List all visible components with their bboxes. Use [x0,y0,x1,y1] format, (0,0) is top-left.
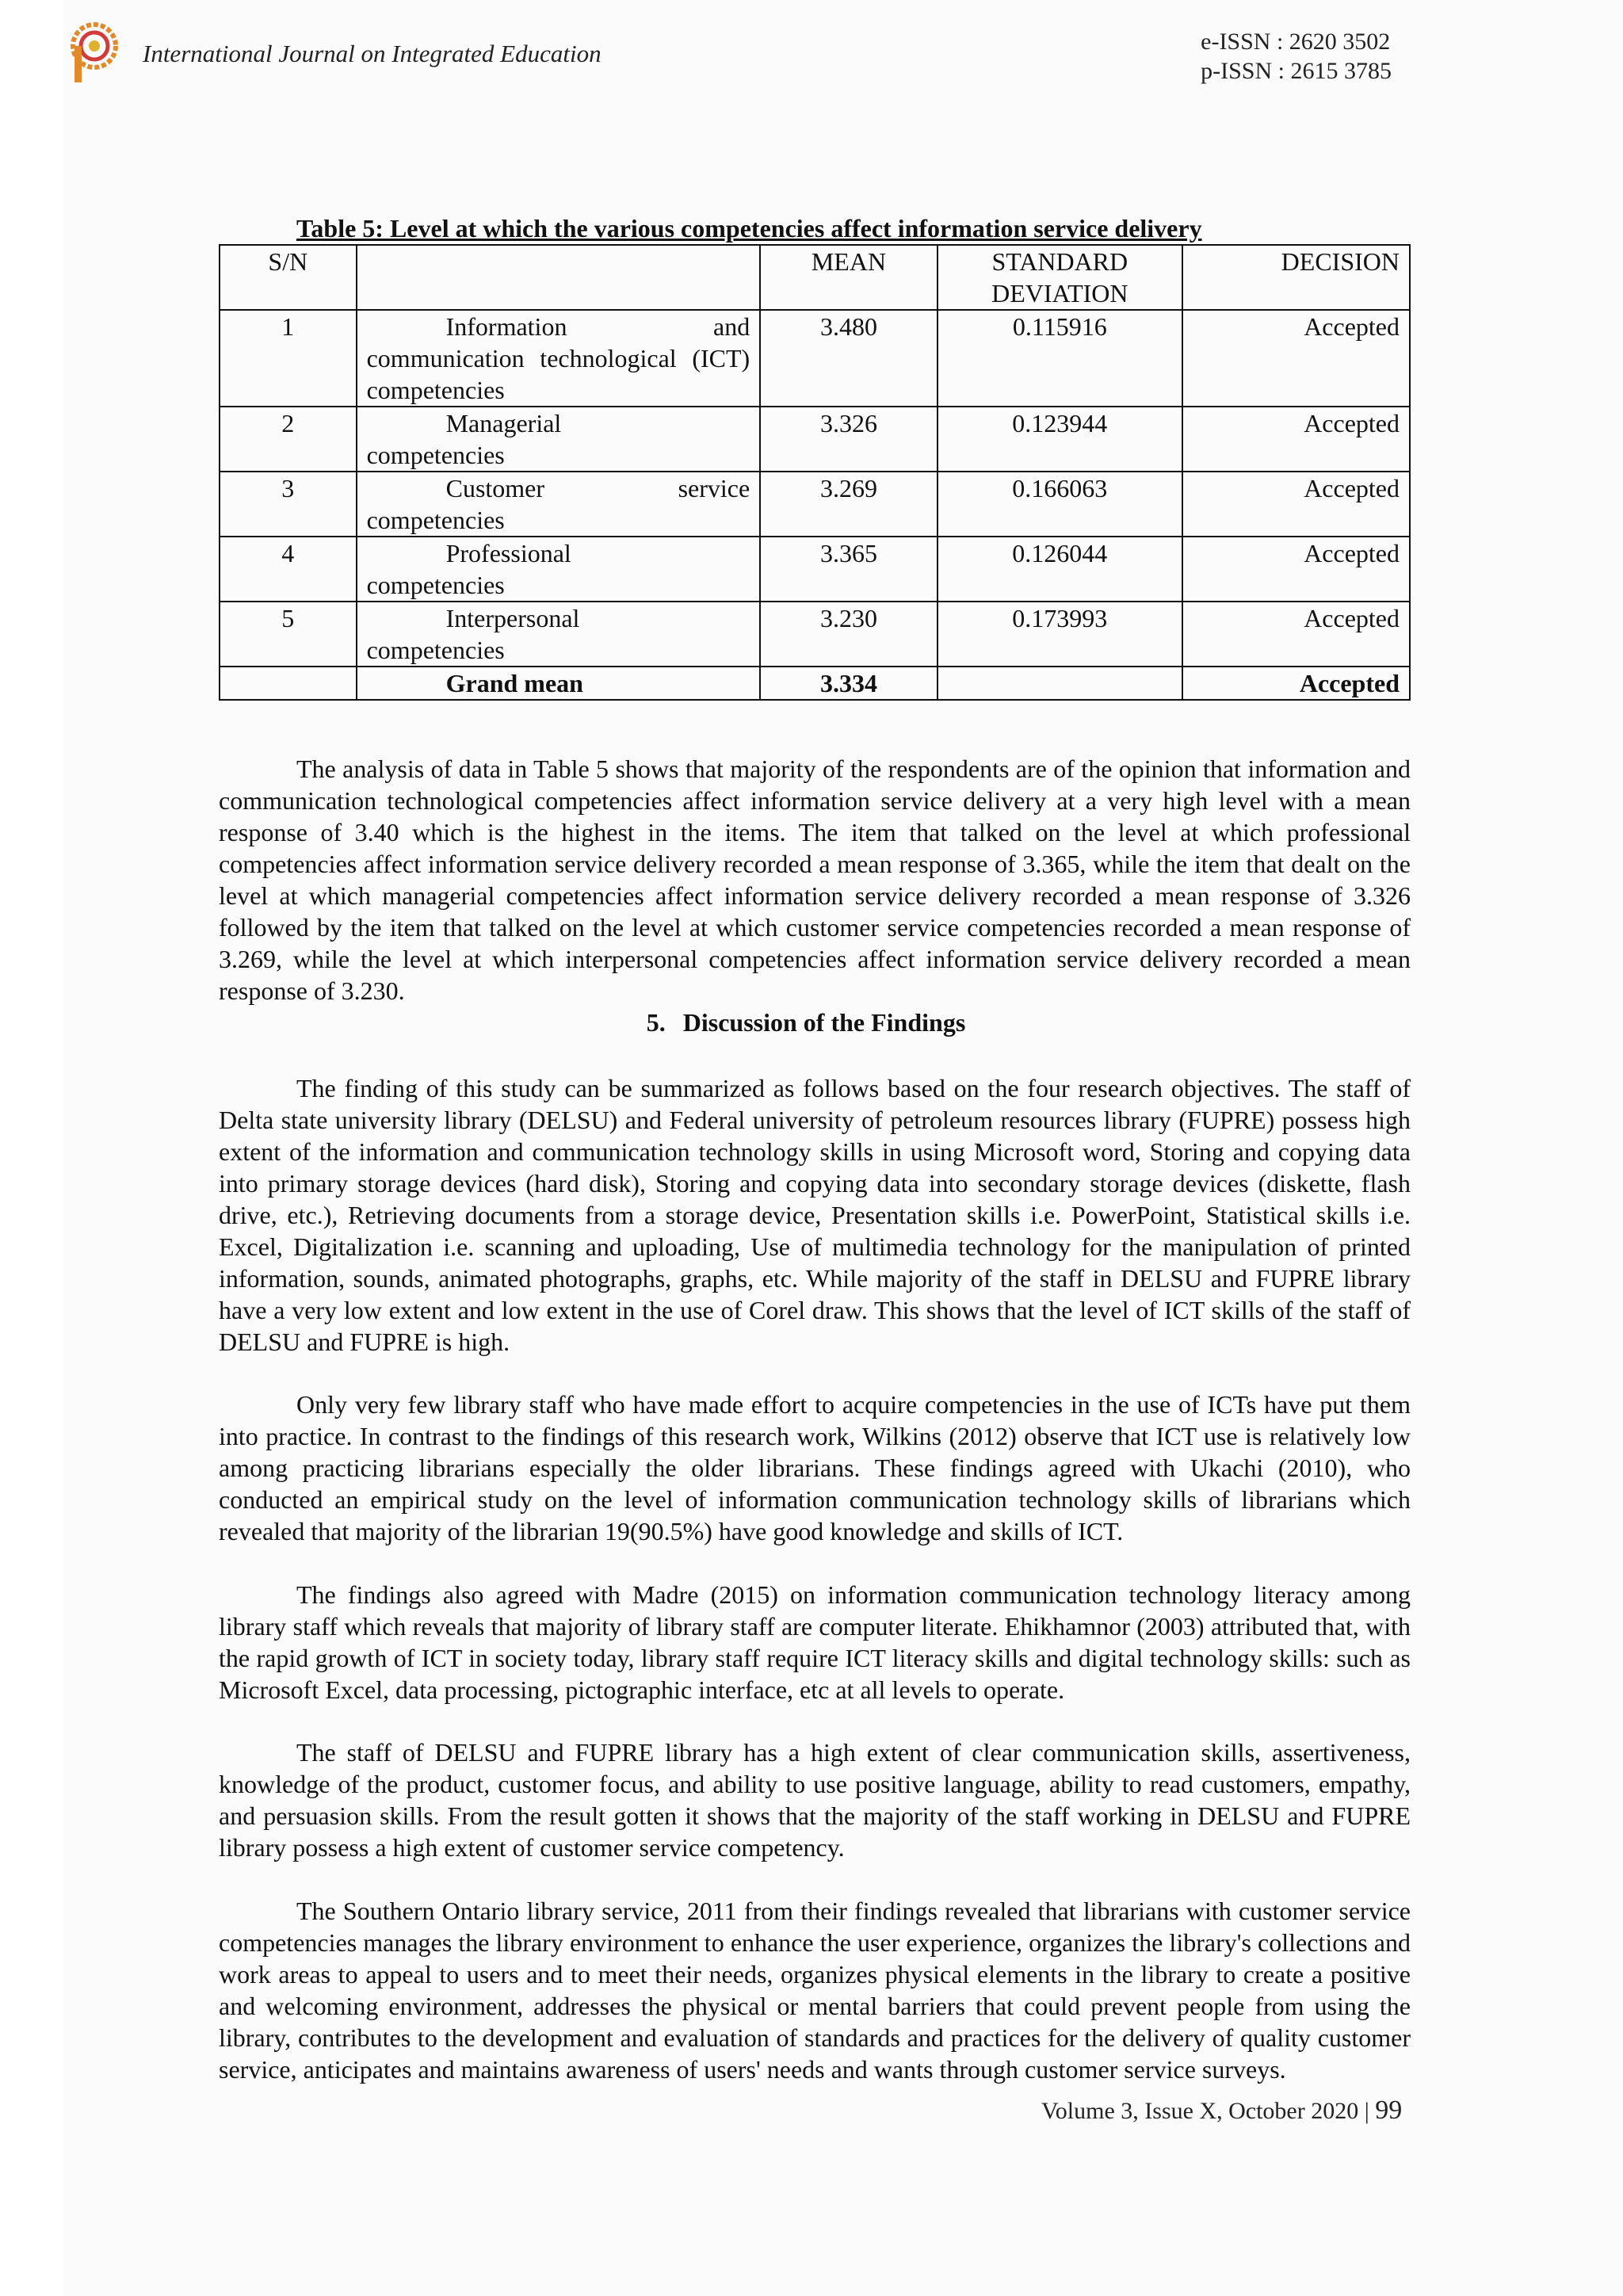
row-item-rest: competencies [366,506,505,534]
header-mean: MEAN [760,245,938,310]
results-table [219,244,1411,701]
row-sn: 5 [220,602,357,667]
analysis-text [219,753,1411,1007]
row-item-first: Managerial [445,409,562,437]
row-item-rest: competencies [366,571,505,599]
row-decision: Accepted [1182,602,1410,667]
body-paragraph [219,1895,1411,2085]
footer-volume: Volume 3, Issue X, October 2020 [1041,2098,1359,2124]
row-decision: Accepted [1182,310,1410,407]
eissn: e-ISSN : 2620 3502 [1201,29,1391,55]
row-item-rest: communication technological (ICT) competencies [366,344,750,404]
header-sn: S/N [220,245,357,310]
grand-decision: Accepted [1182,667,1410,700]
body-paragraph [219,1072,1411,1358]
table-row [220,310,1410,407]
analysis-paragraph: The analysis of data in Table 5 shows that majority of the respondents are of the opinion that information and communication technological competencies affect information service delivery at a very high level with a mean response of 3.40 which is the highest in the items. The item that talked on the level at which professional competencies affect information service delivery recorded a mean response of 3.365, while the item that dealt on the level at which managerial competencies affect information service delivery recorded a mean response of 3.326 followed by the item that talked on the level at which customer service competencies recorded a mean response of 3.269, while the level at which interpersonal competencies affect information service delivery recorded a mean response of 3.230. [219,755,1411,1005]
row-item [357,472,761,537]
table-row [220,472,1410,537]
body-paragraph [219,1389,1411,1547]
row-item [357,602,761,667]
journal-logo-icon [68,22,120,86]
table-row [220,407,1410,472]
grand-mean: 3.334 [760,667,938,700]
row-sd: 0.115916 [938,310,1182,407]
row-decision: Accepted [1182,407,1410,472]
section-heading [219,1008,1411,1037]
table-caption: Table 5: Level at which the various competencies affect information service delivery [296,214,1202,243]
row-decision: Accepted [1182,537,1410,602]
header-item [357,245,761,310]
table-row [220,537,1410,602]
section-number: 5. [646,1008,666,1037]
grand-sn [220,667,357,700]
header-decision: DECISION [1182,245,1410,310]
grand-mean-row [220,667,1410,700]
row-mean: 3.365 [760,537,938,602]
row-item-first: Interpersonal [445,604,580,632]
paragraph-text: The findings also agreed with Madre (2015) on information communication technology literacy among library staff which reveals that majority of library staff are computer literate. Ehikhamnor (2003) attributed that, with the rapid growth of ICT in society today, library staff require ICT literacy skills and digital technology skills: such as Microsoft Excel, data processing, pictographic interface, etc at all levels to operate. [219,1580,1411,1704]
row-item-first: Professional [445,539,571,567]
pissn: p-ISSN : 2615 3785 [1201,58,1392,84]
row-sd: 0.126044 [938,537,1182,602]
row-sd: 0.173993 [938,602,1182,667]
row-sn: 1 [220,310,357,407]
row-item [357,537,761,602]
footer-separator: | [1364,2098,1369,2124]
header-sd: STANDARD DEVIATION [938,245,1182,310]
row-sd: 0.166063 [938,472,1182,537]
page-footer [1041,2095,1402,2126]
row-decision: Accepted [1182,472,1410,537]
paragraph-text: Only very few library staff who have made effort to acquire competencies in the use of ICTs have put them into practice. In contrast to the findings of this research work, Wilkins (2012) observe that ICT use is relatively low among practicing librarians especially the older librarians. These findings agreed with Ukachi (2010), who conducted an empirical study on the level of information communication technology skills of librarians which revealed that majority of the librarian 19(90.5%) have good knowledge and skills of ICT. [219,1390,1411,1545]
row-mean: 3.230 [760,602,938,667]
grand-sd [938,667,1182,700]
paragraph-text: The Southern Ontario library service, 2011 from their findings revealed that librarians with customer service competencies manages the library environment to enhance the user experience, organizes the library's collections and work areas to appeal to users and to meet their needs, organizes physical elements in the library to create a positive and welcoming environment, addresses the physical or mental barriers that could prevent people from using the library, contributes to the development and evaluation of standards and practices for the delivery of quality customer service, anticipates and maintains awareness of users' needs and wants through customer service surveys. [219,1897,1411,2084]
row-item-first: Information and [445,312,750,341]
body-paragraph [219,1579,1411,1706]
row-item [357,310,761,407]
row-item-first: Customer service [445,474,750,502]
issn-block [1201,27,1392,86]
grand-label: Grand mean [357,667,761,700]
paragraph-text: The staff of DELSU and FUPRE library has a high extent of clear communication skills, assertiveness, knowledge of the product, customer focus, and ability to use positive language, ability to read customers, empathy, and persuasion skills. From the result gotten it shows that the majority of the staff working in DELSU and FUPRE library possess a high extent of customer service competency. [219,1738,1411,1862]
page-number: 99 [1375,2095,1403,2125]
row-sn: 4 [220,537,357,602]
paragraph-text: The finding of this study can be summarized as follows based on the four research objectives. The staff of Delta state university library (DELSU) and Federal university of petroleum resources library (FUPRE) possess high extent of the information and communication technology skills in using Microsoft word, Storing and copying data into primary storage devices (hard disk), Storing and copying data into secondary storage devices (diskette, flash drive, etc.), Retrieving documents from a storage device, Presentation skills i.e. PowerPoint, Statistical skills i.e. Excel, Digitalization i.e. scanning and uploading, Use of multimedia technology for the manipulation of printed information, sounds, animated photographs, graphs, etc. While majority of the staff in DELSU and FUPRE library have a very low extent and low extent in the use of Corel draw. This shows that the level of ICT skills of the staff of DELSU and FUPRE is high. [219,1074,1411,1356]
row-mean: 3.480 [760,310,938,407]
row-mean: 3.269 [760,472,938,537]
row-sn: 3 [220,472,357,537]
table-header-row [220,245,1410,310]
row-sd: 0.123944 [938,407,1182,472]
row-item-rest: competencies [366,441,505,469]
row-mean: 3.326 [760,407,938,472]
row-sn: 2 [220,407,357,472]
body-paragraph [219,1736,1411,1863]
table-row [220,602,1410,667]
journal-title: International Journal on Integrated Education [143,40,601,67]
row-item [357,407,761,472]
section-title: Discussion of the Findings [682,1008,966,1037]
row-item-rest: competencies [366,636,505,664]
